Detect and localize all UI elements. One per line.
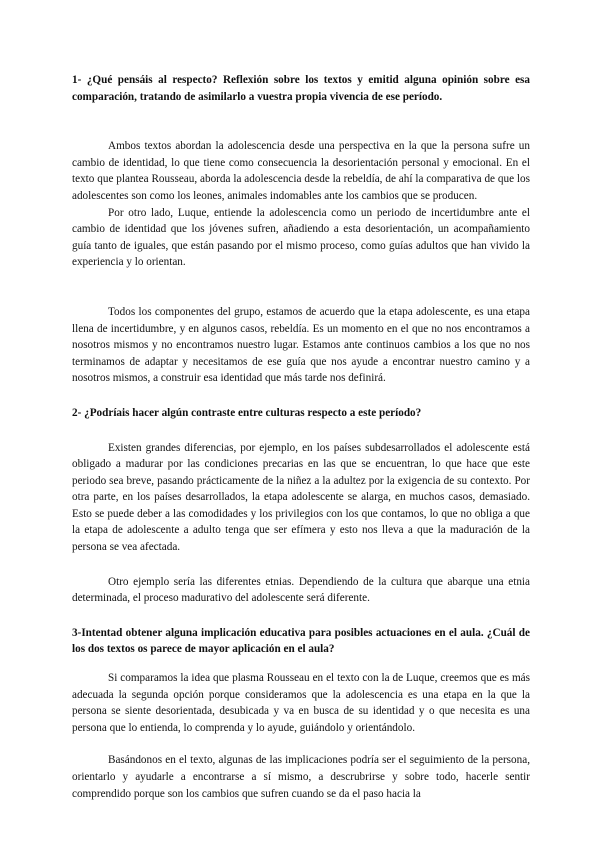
question-2-paragraph-2: Otro ejemplo sería las diferentes etnias. Dependiendo de la cultura que abarque una etnia determinada, el proceso madurativo del adolescente será diferente. xyxy=(72,575,530,605)
question-1-paragraph-1: Ambos textos abordan la adolescencia desde una perspectiva en la que la persona sufre un cambio de identidad, lo que tiene como consecuencia la desorientación personal y emocional. En el texto que plantea Rousseau, aborda la adolescencia desde la rebeldía, de ahí la comparativa de que los adolescentes son como los leones, animales indomables ante los cambios que se producen. xyxy=(72,140,530,202)
question-3-paragraph-2: Basándonos en el texto, algunas de las implicaciones podría ser el seguimiento de la persona, orientarlo y ayudarle a encontrarse a sí mismo, a descrubrirse y sobre todo, hacerle sentir comprendido porque son los cambios que sufren cuando se da el paso hacia la xyxy=(72,754,530,800)
question-1-paragraph-2: Por otro lado, Luque, entiende la adolescencia como un periodo de incertidumbre ante el cambio de identidad que los jóvenes sufren, añadiendo a esta desorientación, un acompañamiento guía tanto de iguales, que están pasando por el mismo proceso, como guías adultos que han vivido la experiencia y lo orientan. xyxy=(72,206,530,269)
question-1-heading: 1- ¿Qué pensáis al respecto? Reflexión sobre los textos y emitid alguna opinión sobre esa comparación, tratando de asimilarlo a vuestra propia vivencia de ese período. xyxy=(72,74,530,103)
question-3-paragraph-1: Si comparamos la idea que plasma Rousseau en el texto con la de Luque, creemos que es más adecuada la segunda opción porque consideramos que la adolescencia es una etapa en la que la persona se siente desorientada, desubicada y va en busca de su identidad y o que necesita es una persona que lo entienda, lo comprenda y lo ayude, guiándolo y orientándolo. xyxy=(72,672,530,734)
question-2-heading: 2- ¿Podríais hacer algún contraste entre culturas respecto a este período? xyxy=(72,406,422,419)
question-1-paragraph-3: Todos los componentes del grupo, estamos de acuerdo que la etapa adolescente, es una etapa llena de incertidumbre, y en algunos casos, rebeldía. Es un momento en el que no nos encontramos a nosotros mismos y no encontramos nuestro lugar. Estamos ante continuos cambios a los que no nos terminamos de adaptar y necesitamos de ese guía que nos ayude a encontrar nuestro camino y a nosotros mismos, a construir esa identidad que más tarde nos definirá. xyxy=(72,305,530,385)
question-3-heading: 3-Intentad obtener alguna implicación educativa para posibles actuaciones en el aula. ¿Cuál de los dos textos os parece de mayor aplicación en el aula? xyxy=(72,626,530,656)
question-2-paragraph-1: Existen grandes diferencias, por ejemplo, en los países subdesarrollados el adolescente está obligado a madurar por las condiciones precarias en las que se encuentran, lo que hace que este periodo sea breve, pasando prácticamente de la niñez a la adultez por la exigencia de su contexto. Por otra parte, en los países desarrollados, la etapa adolescente se alarga, en muchos casos, demasiado. Esto se puede deber a las comodidades y los privilegios con los que contamos, lo que no obliga a que la etapa de adolescente a adulto tenga que ser efímera y esto nos lleva a que la maduración de la persona se vea afectada. xyxy=(72,441,530,554)
